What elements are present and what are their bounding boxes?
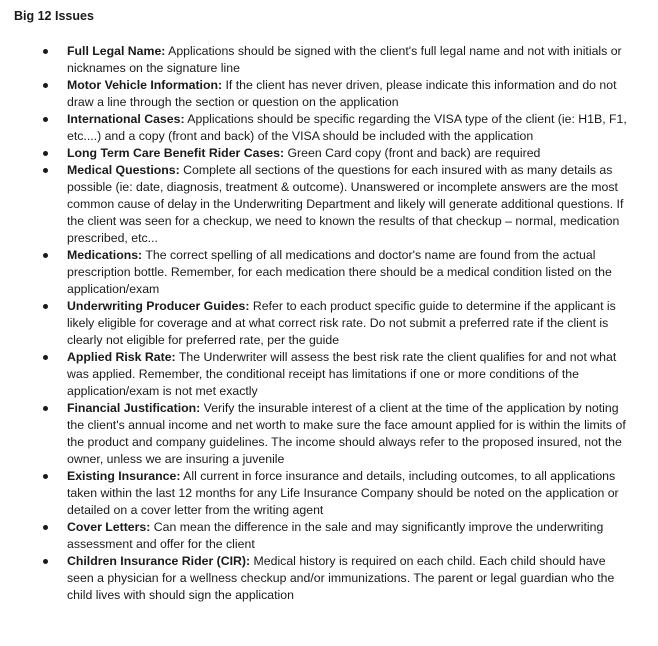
issue-children-insurance-rider [0,553,640,604]
issue-text: The Underwriter will assess the best risk rate the client qualifies for and not what was applied. Remember, the conditional receipt has limitations if one or more conditions of the application/exam is not met exactly [67,350,617,398]
issue-international-cases [0,111,640,145]
issue-text: Green Card copy (front and back) are required [284,146,541,160]
issue-term: Existing Insurance: [67,469,181,483]
bullet-icon [43,559,48,564]
issue-term: Long Term Care Benefit Rider Cases: [67,146,285,160]
issue-term: International Cases: [67,112,185,126]
bullet-icon [43,525,48,530]
bullet-icon [43,151,48,156]
issue-text: Complete all sections of the questions for each insured with as many details as possible (ie: date, diagnosis, treatment & outcome). Unanswered or incomplete answers are the most common cause of delay in the Underwriting Department and likely will generate additional questions. If the client was seen for a checkup, we need to known the results of that checkup – normal, medication prescribed, etc... [67,163,624,245]
issue-medical-questions [0,162,640,247]
issue-text: Can mean the difference in the sale and may significantly improve the underwriting assessment and offer for the client [67,520,604,551]
issue-text: Applications should be signed with the client's full legal name and not with initials or nicknames on the signature line [67,44,622,75]
issue-term: Underwriting Producer Guides: [67,299,250,313]
bullet-icon [43,168,48,173]
bullet-icon [43,253,48,258]
issue-text: Applications should be specific regarding the VISA type of the client (ie: H1B, F1, etc....) and a copy (front and back) of the VISA should be included with the application [67,112,627,143]
issue-term: Motor Vehicle Information: [67,78,223,92]
issue-cover-letters [0,519,640,553]
issue-text: Verify the insurable interest of a client at the time of the application by noting the client's annual income and net worth to make sure the face amount applied for is within the limits of the product and company guidelines. The income should always refer to the proposed insured, not the owner, unless we are insuring a juvenile [67,401,626,466]
bullet-icon [43,474,48,479]
issue-term: Children Insurance Rider (CIR): [67,554,251,568]
issue-long-term-care [0,145,640,162]
document-title: Big 12 Issues [14,9,94,23]
issue-text: Refer to each product specific guide to determine if the applicant is likely eligible for coverage and at what correct risk rate. Do not submit a preferred rate if the client is clearly not eligible for preferred rate, per the guide [67,299,616,347]
issue-term: Cover Letters: [67,520,151,534]
issue-text: The correct spelling of all medications and doctor's name are found from the actual prescription bottle. Remember, for each medication there should be a medical condition listed on the application/exam [67,248,612,296]
issue-applied-risk-rate [0,349,640,400]
issue-text: Medical history is required on each child. Each child should have seen a physician for a wellness checkup and/or immunizations. The parent or legal guardian who the child lives with should sign the application [67,554,615,602]
issue-full-legal-name [0,43,640,77]
bullet-icon [43,83,48,88]
issue-term: Medical Questions: [67,163,180,177]
bullet-icon [43,355,48,360]
issues-list [0,43,640,604]
bullet-icon [43,304,48,309]
issue-text: If the client has never driven, please indicate this information and do not draw a line through the section or question on the application [67,78,617,109]
issue-term: Financial Justification: [67,401,201,415]
issue-medications [0,247,640,298]
issue-term: Full Legal Name: [67,44,166,58]
bullet-icon [43,117,48,122]
issue-financial-justification [0,400,640,468]
issue-existing-insurance [0,468,640,519]
bullet-icon [43,406,48,411]
issue-underwriting-producer-guides [0,298,640,349]
issue-term: Applied Risk Rate: [67,350,176,364]
issue-text: All current in force insurance and details, including outcomes, to all applications taken within the last 12 months for any Life Insurance Company should be noted on the application or detailed on a cover letter from the writing agent [67,469,619,517]
issue-term: Medications: [67,248,143,262]
bullet-icon [43,49,48,54]
issue-motor-vehicle-information [0,77,640,111]
